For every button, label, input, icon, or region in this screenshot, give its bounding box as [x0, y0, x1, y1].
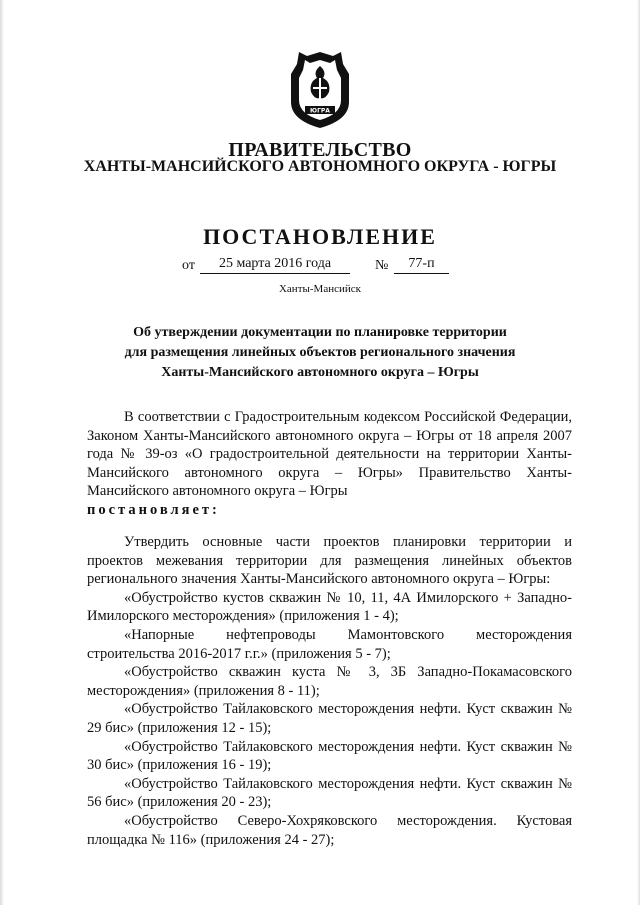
- document-subject: [0, 323, 640, 383]
- preamble-paragraph: В соответствии с Градостроительным кодексом Российской Федерации, Законом Ханты-Мансийского автономного округа – Югры от 18 апреля 2007 года № 39-оз «О градостроительной деятельности на территории Ханты-Мансийского автономного округа – Югры» Правительство Ханты-Мансийского автономного округа – Югры: [87, 409, 572, 500]
- government-title: ПРАВИТЕЛЬСТВО: [228, 139, 412, 161]
- date-prefix: от: [182, 258, 195, 273]
- resolution-item: «Обустройство Тайлаковского месторождения нефти. Куст скважин № 30 бис» (приложения 16 - 19);: [87, 738, 572, 774]
- document-type-title: ПОСТАНОВЛЕНИЕ: [203, 224, 437, 249]
- resolution-item: «Обустройство Тайлаковского месторождения нефти. Куст скважин № 56 бис» (приложения 20 - 23);: [87, 775, 572, 811]
- coat-of-arms-emblem: [285, 48, 355, 130]
- resolution-intro: Утвердить основные части проектов планировки территории и проектов межевания территории для размещения линейных объектов регионального значения Ханты-Мансийского автономного округа – Югры:: [87, 534, 572, 588]
- government-subtitle: ХАНТЫ-МАНСИЙСКОГО АВТОНОМНОГО ОКРУГА - ЮГРЫ: [83, 158, 557, 175]
- scan-edge-left: [0, 0, 4, 905]
- resolution-item: «Обустройство Северо-Хохряковского месторождения. Кустовая площадка № 116» (приложения 24 - 27);: [87, 812, 572, 848]
- resolves-word: постановляет:: [87, 501, 220, 518]
- city-name: Ханты-Мансийск: [278, 283, 361, 295]
- preamble-block: [87, 408, 572, 520]
- number-prefix: №: [375, 258, 389, 273]
- emblem-caption: ЮГРА: [310, 107, 330, 115]
- resolution-item: «Напорные нефтепроводы Мамонтовского месторождения строительства 2016-2017 г.г.» (приложения 5 - 7);: [87, 626, 572, 662]
- document-date: 25 марта 2016 года: [200, 256, 350, 274]
- resolution-item: «Обустройство скважин куста № 3, 3Б Западно-Покамасовского месторождения» (приложения 8 - 11);: [87, 664, 572, 699]
- subject-line: для размещения линейных объектов регионального значения: [124, 345, 516, 360]
- subject-line: Ханты-Мансийского автономного округа – Югры: [161, 365, 479, 380]
- resolution-item: «Обустройство кустов скважин № 10, 11, 4А Имилорского + Западно-Имилорского месторождения» (приложения 1 - 4);: [87, 589, 572, 625]
- resolution-item: «Обустройство Тайлаковского месторождения нефти. Куст скважин № 29 бис» (приложения 12 - 15);: [87, 701, 572, 736]
- resolution-block: [87, 533, 572, 849]
- document-number: 77-п: [394, 256, 449, 274]
- subject-line: Об утверждении документации по планировке территории: [133, 325, 507, 340]
